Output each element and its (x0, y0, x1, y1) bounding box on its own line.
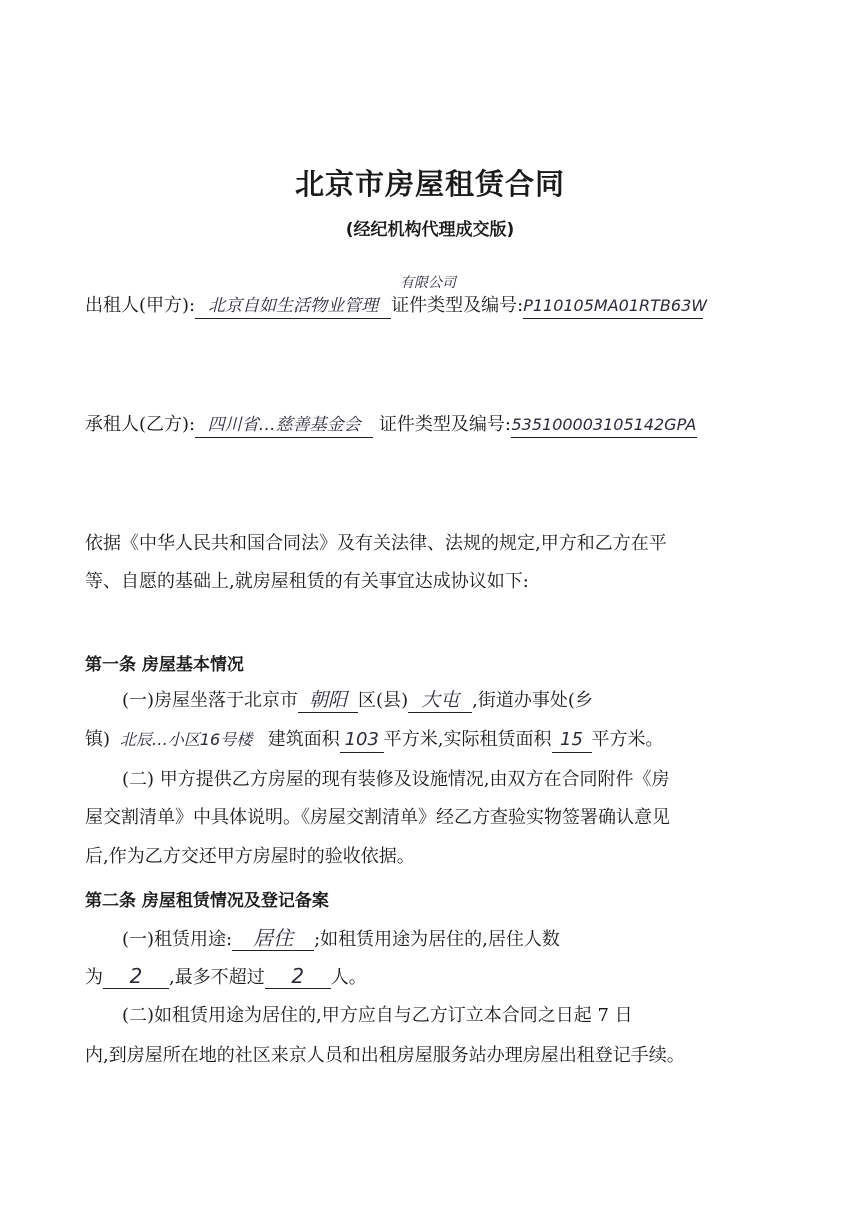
lessee-label: 承租人(乙方): (85, 414, 196, 435)
article-1-p1-line-2 (85, 728, 664, 753)
article-2-p1-line-1 (122, 926, 560, 952)
text-segment: 镇) (85, 729, 111, 750)
text-segment: 平方米。 (591, 729, 664, 750)
lessee-line (85, 413, 697, 438)
text-segment: (一)租赁用途: (122, 929, 233, 950)
lessor-id-handwritten: P110105MA01RTB63W (523, 294, 703, 319)
max-residents-handwritten: 2 (265, 964, 331, 989)
community-handwritten: 北辰…小区16号楼 (119, 730, 253, 749)
article-1-p2-line-2: 屋交割清单》中具体说明。《房屋交割清单》经乙方查验实物签署确认意见 (85, 807, 670, 828)
residents-count-handwritten: 2 (103, 964, 169, 989)
street-handwritten: 大屯 (408, 688, 472, 713)
building-area-handwritten: 103 (340, 728, 384, 753)
article-2-p2-line-2: 内,到房屋所在地的社区来京人员和出租房屋服务站办理房屋出租登记手续。 (85, 1045, 685, 1066)
district-handwritten: 朝阳 (298, 688, 358, 713)
article-2-p1-line-2 (85, 964, 367, 990)
article-1-p2-line-3: 后,作为乙方交还甲方房屋时的验收依据。 (85, 846, 415, 867)
article-1-p2-line-1: (二) 甲方提供乙方房屋的现有装修及设施情况,由双方在合同附件《房 (122, 769, 670, 790)
lessee-id-label: 证件类型及编号: (378, 414, 511, 435)
text-segment: ,街道办事处(乡 (472, 690, 593, 711)
document-subtitle: (经纪机构代理成交版) (345, 220, 515, 240)
lessor-line (85, 294, 708, 319)
lessor-id-label: 证件类型及编号: (391, 295, 524, 316)
text-segment: ,最多不超过 (169, 967, 265, 988)
lessor-name-handwritten: 北京自如生活物业管理 (195, 294, 391, 319)
article-2-heading: 第二条 房屋租赁情况及登记备案 (85, 891, 329, 911)
rental-use-handwritten: 居住 (232, 926, 314, 951)
article-1-heading: 第一条 房屋基本情况 (85, 655, 244, 675)
text-segment: (一)房屋坐落于北京市 (122, 690, 299, 711)
lessor-name-handwritten-extra: 有限公司 (400, 275, 456, 291)
lessee-name-handwritten: 四川省…慈善基金会 (195, 413, 373, 438)
rent-area-handwritten: 15 (552, 728, 592, 753)
text-segment: 区(县) (358, 690, 409, 711)
lessor-label: 出租人(甲方): (85, 295, 196, 316)
text-segment: ;如租赁用途为居住的,居住人数 (314, 929, 560, 950)
text-segment: 为 (85, 967, 103, 988)
document-title: 北京市房屋租赁合同 (294, 167, 565, 201)
intro-line-1: 依据《中华人民共和国合同法》及有关法律、法规的规定,甲方和乙方在平 (85, 533, 667, 554)
lessee-id-handwritten: 535100003105142GPA (511, 413, 697, 438)
article-2-p2-line-1: (二)如租赁用途为居住的,甲方应自与乙方订立本合同之日起 7 日 (122, 1005, 633, 1026)
text-segment: 平方米,实际租赁面积 (383, 729, 552, 750)
intro-line-2: 等、自愿的基础上,就房屋租赁的有关事宜达成协议如下: (85, 571, 529, 592)
article-1-p1-line-1 (122, 688, 593, 713)
text-segment: 人。 (330, 967, 367, 988)
text-segment: 建筑面积 (267, 729, 340, 750)
